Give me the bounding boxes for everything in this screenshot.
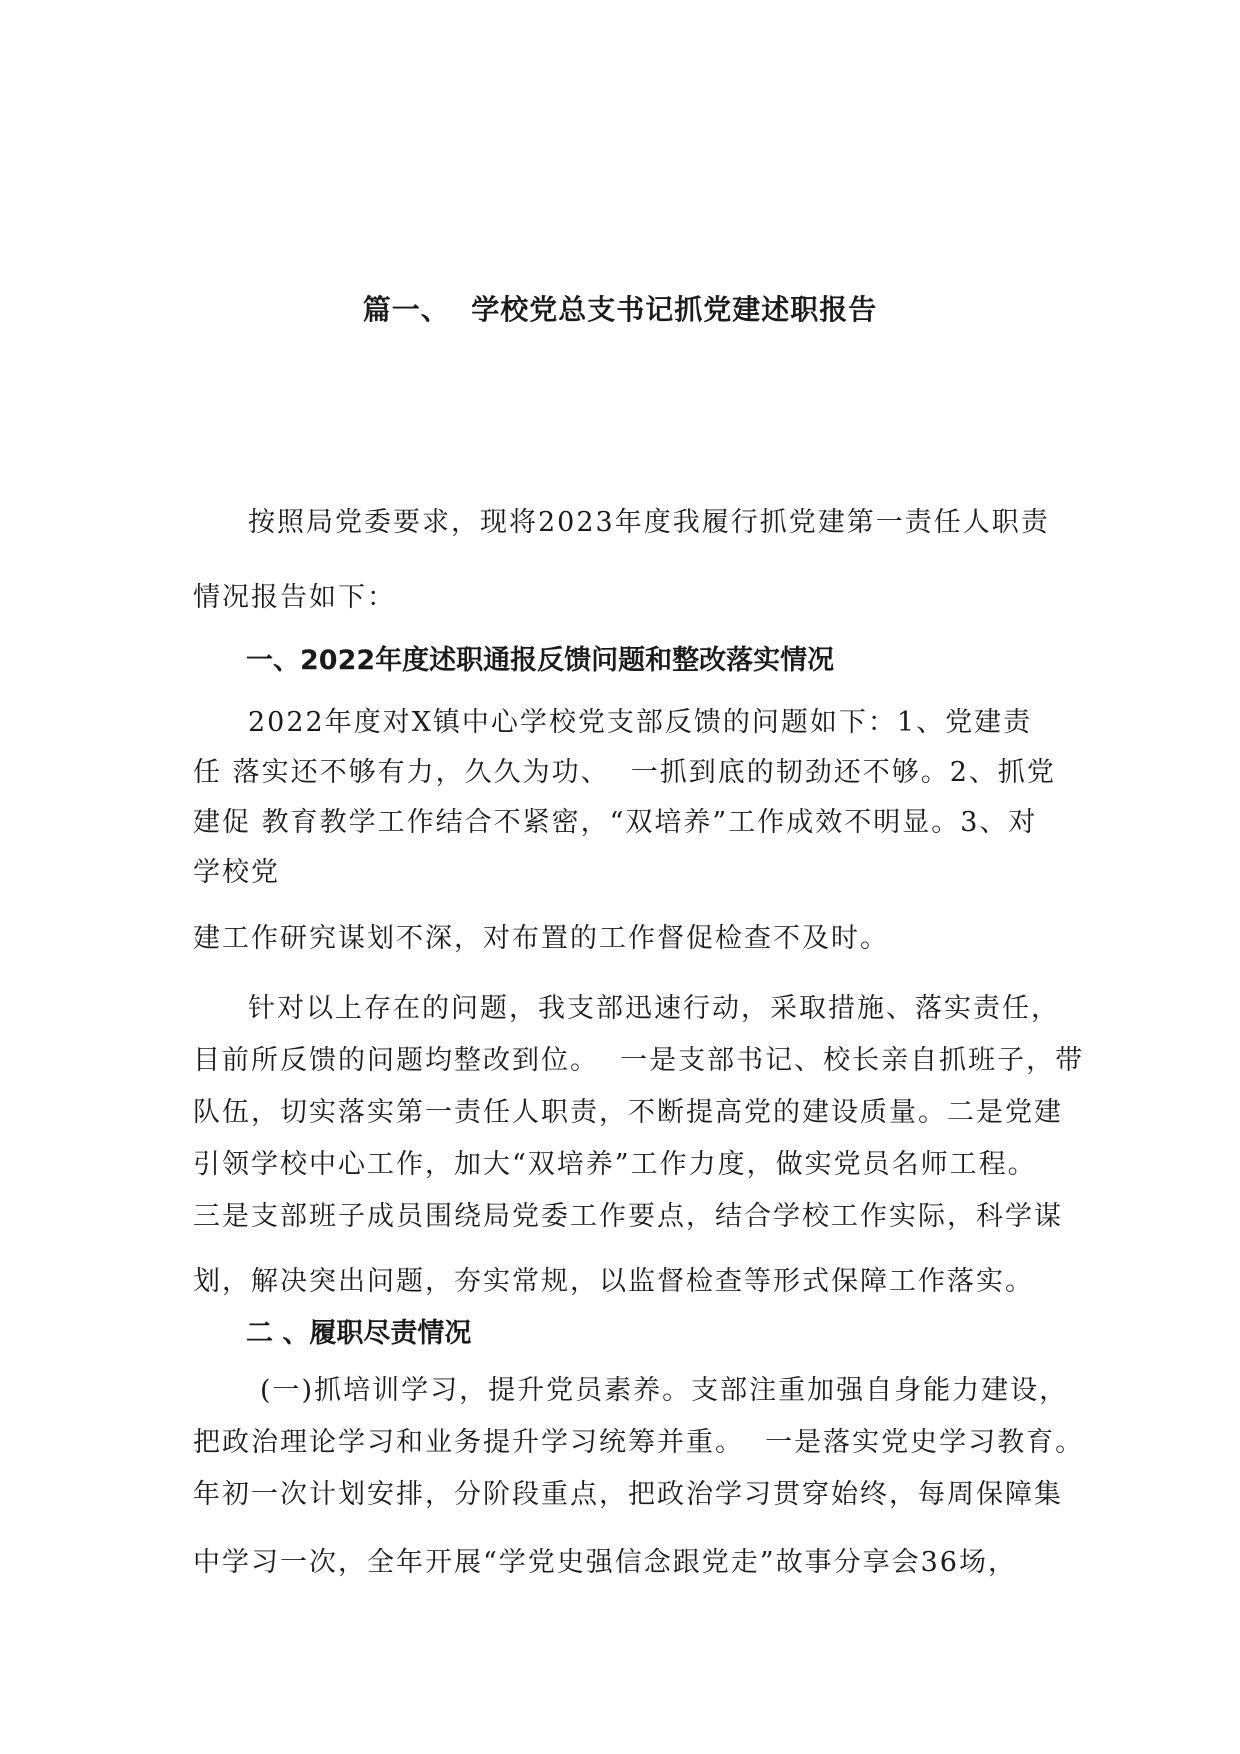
section-1-p3-line-3: 队伍，切实落实第一责任人职责，不断提高党的建设质量。二是党建 [193, 1097, 1063, 1128]
document-title: 篇一、 学校党总支书记抓党建述职报告 [362, 293, 878, 326]
section-1-p1-line-3: 建促 教育教学工作结合不紧密，“双培养”工作成效不明显。3、对 [193, 807, 1038, 838]
section-1-p3-line-6: 划，解决突出问题，夯实常规，以监督检查等形式保障工作落实。 [193, 1266, 1034, 1297]
section-2-p1-line-3: 年初一次计划安排，分阶段重点，把政治学习贯穿始终，每周保障集 [193, 1479, 1063, 1510]
intro-line-2: 情况报告如下： [193, 582, 396, 613]
section-1-p1-line-4: 学校党 [193, 857, 280, 888]
section-2-p1-line-2: 把政治理论学习和业务提升学习统筹并重。 一是落实党史学习教育。 [193, 1427, 1085, 1458]
section-1-heading: 一、2022年度述职通报反馈问题和整改落实情况 [246, 645, 835, 676]
section-1-p3-line-2: 目前所反馈的问题均整改到位。 一是支部书记、校长亲自抓班子，带 [193, 1045, 1085, 1076]
section-1-p3-line-4: 引领学校中心工作，加大“双培养”工作力度，做实党员名师工程。 [193, 1149, 1037, 1180]
intro-line-1: 按照局党委要求，现将2023年度我履行抓党建第一责任人职责 [248, 507, 1050, 538]
section-2-p1-line-4: 中学习一次，全年开展“学党史强信念跟党走”故事分享会36场， [193, 1547, 1017, 1578]
section-1-p2: 建工作研究谋划不深，对布置的工作督促检查不及时。 [193, 923, 889, 954]
section-2-p1-line-1: (一)抓培训学习，提升党员素养。支部注重加强自身能力建设， [260, 1375, 1069, 1406]
section-2-heading: 二 、履职尽责情况 [246, 1318, 472, 1349]
section-1-p1-line-1: 2022年度对X镇中心学校党支部反馈的问题如下：1、党建责 [248, 707, 1033, 738]
section-1-p3-line-1: 针对以上存在的问题，我支部迅速行动，采取措施、落实责任， [248, 993, 1060, 1024]
section-1-p1-line-2: 任 落实还不够有力，久久为功、 一抓到底的韧劲还不够。2、抓党 [193, 757, 1056, 788]
section-1-p3-line-5: 三是支部班子成员围绕局党委工作要点，结合学校工作实际，科学谋 [193, 1201, 1063, 1232]
